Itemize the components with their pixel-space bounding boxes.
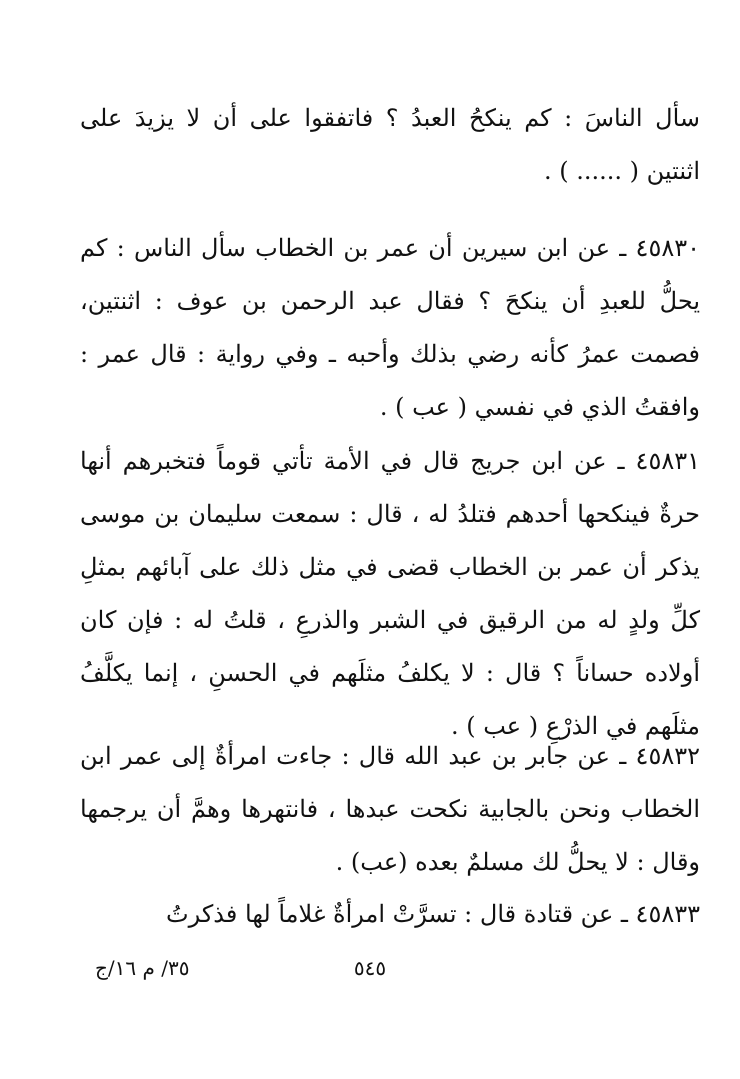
page-number: ٥٤٥ xyxy=(353,956,387,980)
hadith-45833: ٤٥٨٣٣ ـ عن قتادة قال : تسرَّتْ امرأةٌ غلاماً لها فذكرتُ xyxy=(166,900,700,928)
paragraph-continuation: سأل الناسَ : كم ينكحُ العبدُ ؟ فاتفقوا على أن لا يزيدَ على اثنتين ( ...... ) . xyxy=(80,104,700,185)
hadith-45831: ٤٥٨٣١ ـ عن ابن جريج قال في الأمة تأتي قوماً فتخبرهم أنها حرةٌ فينكحها أحدهم فتلدُ له ، قال : سمعت سليمان بن موسى يذكر أن عمر بن الخطاب قضى في مثل ذلك على آبائهم بمثلِ كلِّ ولدٍ له من الرقيق في الشبر والذرعِ ، قلتُ له : فإن كان أولاده حساناً ؟ قال : لا يكلفُ مثلَهم في الحسنِ ، إنما يكلَّفُ مثلَهم في الذرْعِ ( عب ) . xyxy=(80,447,701,740)
hadith-45830: ٤٥٨٣٠ ـ عن ابن سيرين أن عمر بن الخطاب سأل الناس : كم يحلُّ للعبدِ أن ينكحَ ؟ فقال عبد الرحمن بن عوف : اثنتين، فصمت عمرُ كأنه رضي بذلك وأحبه ـ وفي رواية : قال عمر : وافقتُ الذي في نفسي ( عب ) . xyxy=(80,234,700,421)
page-footer xyxy=(0,956,740,996)
volume-signature: ٣٥/ م ١٦/ج xyxy=(95,956,190,980)
hadith-45832: ٤٥٨٣٢ ـ عن جابر بن عبد الله قال : جاءت امرأةٌ إلى عمر ابن الخطاب ونحن بالجابية نكحت عبدها ، فانتهرها وهمَّ أن يرجمها وقال : لا يحلُّ لك مسلمٌ بعده (عب) . xyxy=(80,742,700,876)
